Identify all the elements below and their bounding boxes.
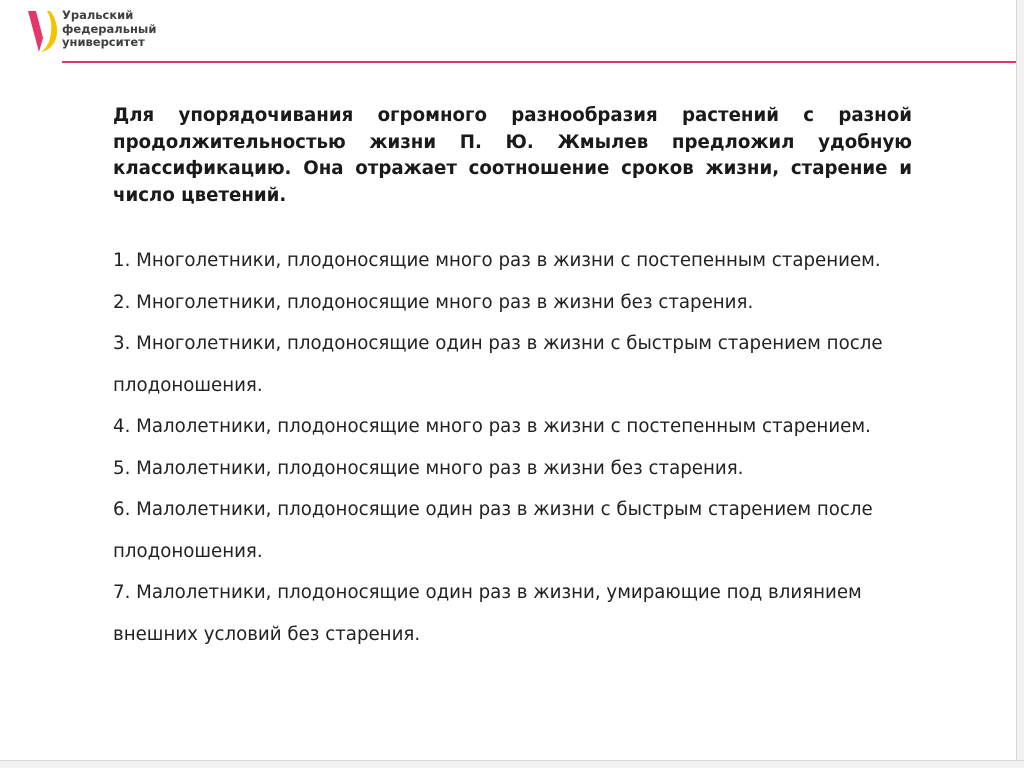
list-item: 3. Многолетники, плодоносящие один раз в жизни с быстрым старением после плодоношения. — [113, 333, 883, 396]
list-item: 2. Многолетники, плодоносящие много раз в жизни без старения. — [113, 291, 754, 313]
logo-line-1: Уральский — [62, 8, 134, 22]
logo-line-2: федеральный — [62, 21, 157, 36]
logo-line-3: университет — [62, 35, 145, 49]
list-item: 4. Малолетники, плодоносящие много раз в жизни с постепенным старением. — [113, 416, 871, 437]
list-item: 1. Многолетники, плодоносящие много раз в жизни с постепенным старением. — [113, 250, 881, 271]
list-item: 6. Малолетники, плодоносящие один раз в жизни с быстрым старением после плодоношения. — [113, 499, 873, 562]
slide-intro-paragraph: Для упорядочивания огромного разнообразия растений с разной продолжительностью жизни П. Ю. Жмылев предложил удобную классификацию. Она отражает соотношение сроков жизни, старение и число цветений. — [113, 105, 912, 206]
header-divider — [62, 61, 1016, 63]
university-logo-icon — [26, 8, 60, 54]
classification-list — [113, 240, 923, 655]
slide-header — [0, 0, 1016, 66]
list-item: 7. Малолетники, плодоносящие один раз в жизни, умирающие под влиянием внешних условий без старения. — [113, 582, 862, 645]
list-item: 5. Малолетники, плодоносящие много раз в жизни без старения. — [113, 457, 744, 479]
university-logo-text — [62, 9, 156, 50]
viewer-frame-right — [1016, 0, 1024, 767]
